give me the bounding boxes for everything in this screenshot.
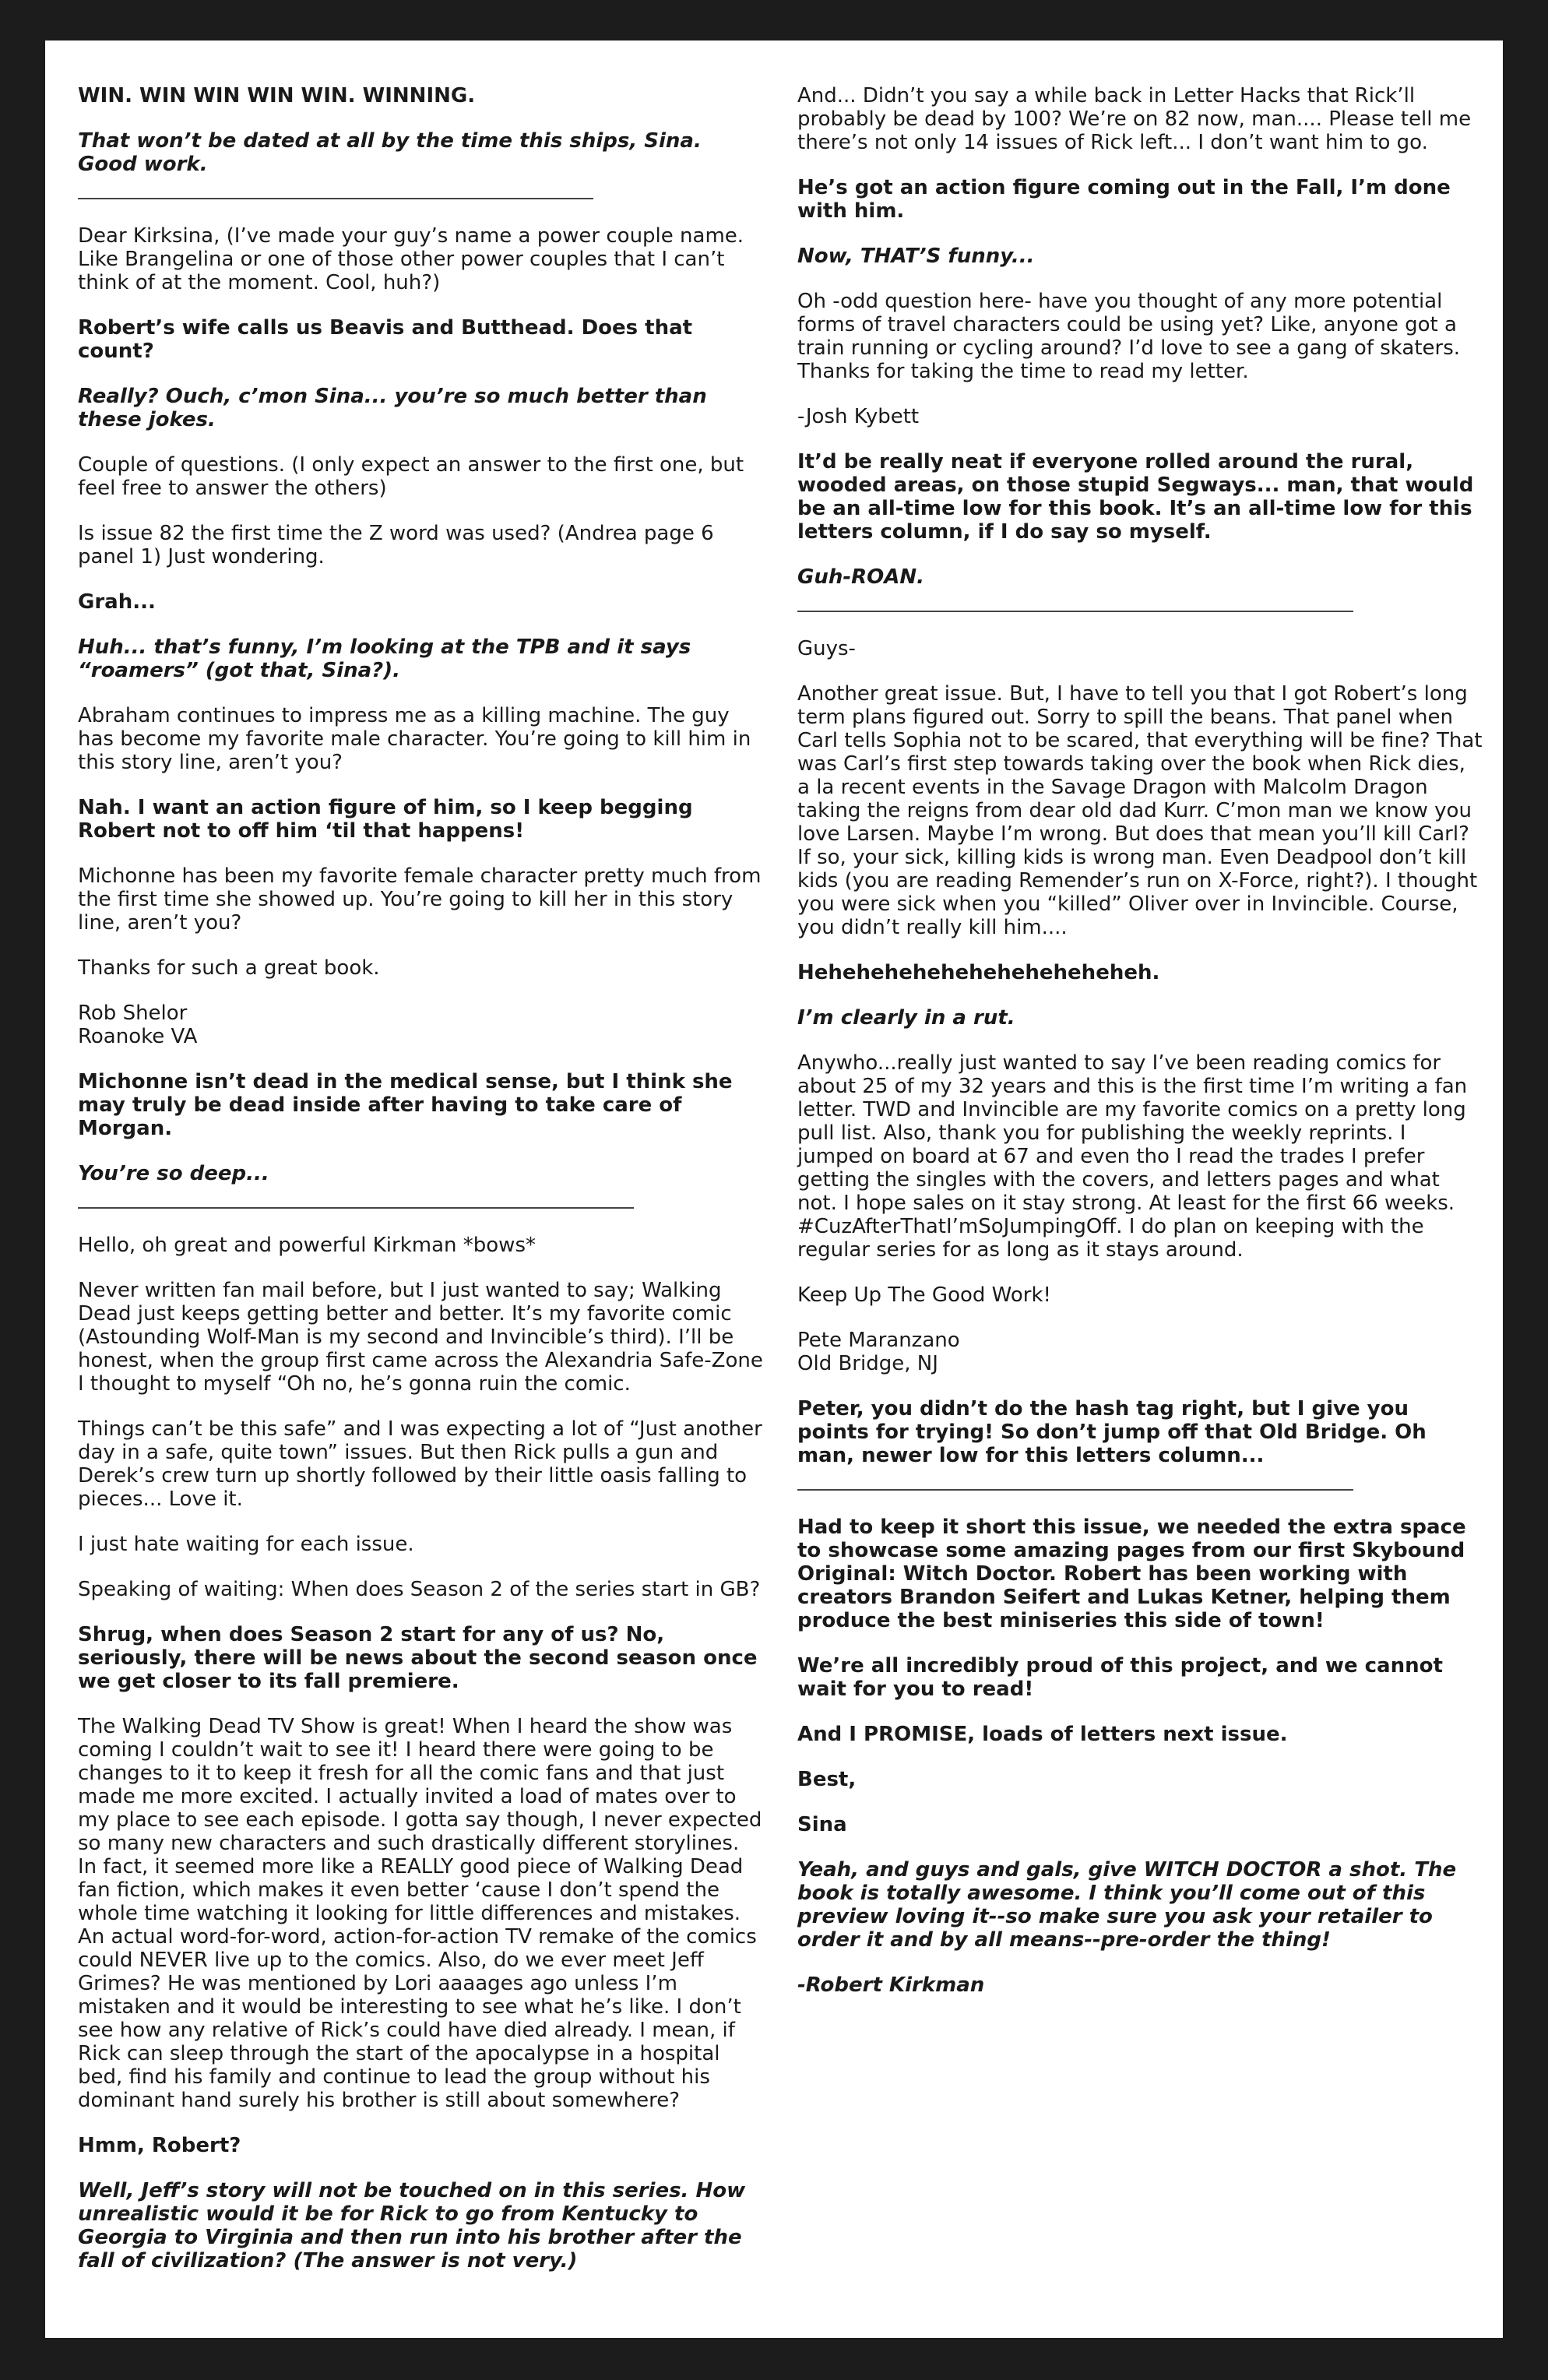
- letter-paragraph: Dear Kirksina, (I’ve made your guy’s name a power couple name. Like Brangelina or one of those other power couples that I can’t think of at the moment. Cool, huh?): [78, 224, 744, 294]
- editor-reply: Peter, you didn’t do the hash tag right, but I give you points for trying! So don’t jump off that Old Bridge. Oh man, newer low for this letters column...: [797, 1397, 1427, 1467]
- closing-signature: Sina: [797, 1813, 847, 1836]
- signature-location: Old Bridge, NJ: [797, 1352, 938, 1375]
- closing-paragraph: Yeah, and guys and gals, give WITCH DOCTOR a shot. The book is totally awesome. I think you’ll come out of this preview loving it--so make sure you ask your retailer to order it and by all means--pre-order the thing!: [797, 1858, 1457, 1952]
- section-divider: [797, 1489, 1353, 1491]
- editor-reply: Grah...: [78, 590, 156, 614]
- letter-heading: WIN. WIN WIN WIN WIN. WINNING.: [78, 84, 476, 107]
- editor-reply: I’m clearly in a rut.: [797, 1006, 1015, 1030]
- letter-paragraph: Abraham continues to impress me as a killing machine. The guy has become my favorite male character. You’re going to kill him in this story line, aren’t you?: [78, 704, 751, 774]
- letter-paragraph: I just hate waiting for each issue.: [78, 1533, 414, 1556]
- letter-paragraph: Hello, oh great and powerful Kirkman *bows*: [78, 1234, 536, 1257]
- closing-paragraph: And I PROMISE, loads of letters next issue.: [797, 1723, 1288, 1746]
- section-divider: [78, 198, 593, 199]
- section-divider: [797, 611, 1353, 612]
- letter-paragraph: Thanks for such a great book.: [78, 956, 380, 980]
- signature-location: Roanoke VA: [78, 1025, 198, 1048]
- letter-paragraph: Guys-: [797, 637, 856, 660]
- editor-reply: Well, Jeff’s story will not be touched on in this series. How unrealistic would it be for Rick to go from Kentucky to Georgia to Virginia and then run into his brother after the fall of civilization? (The answer is not very.): [78, 2179, 746, 2273]
- letter-paragraph: And... Didn’t you say a while back in Letter Hacks that Rick’ll probably be dead by 100? We’re on 82 now, man.... Please tell me there’s not only 14 issues of Rick left... I don’t want him to go.: [797, 84, 1472, 154]
- letter-paragraph: Speaking of waiting: When does Season 2 of the series start in GB?: [78, 1578, 761, 1601]
- closing-paragraph: We’re all incredibly proud of this project, and we cannot wait for you to read!: [797, 1654, 1443, 1701]
- letter-signature: [78, 1002, 763, 1048]
- editor-reply: Hmm, Robert?: [78, 2134, 241, 2157]
- closing-paragraph: Had to keep it short this issue, we needed the extra space to showcase some amazing pages from our first Skybound Original: Witch Doctor. Robert has been working with creators Brandon Seifert and Lukas Ketner, helping them produce the best miniseries this side of town!: [797, 1516, 1466, 1632]
- section-divider: [78, 1207, 634, 1209]
- letter-paragraph: Another great issue. But, I have to tell you that I got Robert’s long term plans figured out. Sorry to spill the beans. That panel when Carl tells Sophia not to be scared, that everything will be fine? That was Carl’s first step towards taking over the book when Rick dies, a la recent events in the Savage Dragon with Malcolm Dragon taking the reigns from dear old dad Kurr. C’mon man we know you love Larsen. Maybe I’m wrong. But does that mean you’ll kill Carl? If so, your sick, killing kids is wrong man. Even Deadpool don’t kill kids (you are reading Remender’s run on X-Force, right?). I thought you were sick when you “killed” Oliver over in Invincible. Course, you didn’t really kill him....: [797, 682, 1483, 939]
- editor-reply: You’re so deep...: [78, 1162, 269, 1185]
- letter-paragraph: Michonne has been my favorite female character pretty much from the first time she showed up. You’re going to kill her in this story line, aren’t you?: [78, 864, 762, 935]
- letter-paragraph: Anywho...really just wanted to say I’ve been reading comics for about 25 of my 32 years and this is the first time I’m writing a fan letter. TWD and Invincible are my favorite comics on a pretty long pull list. Also, thank you for publishing the weekly reprints. I jumped on board at 67 and even tho I read the trades I prefer getting the singles with the covers, and letters pages and what not. I hope sales on it stay strong. At least for the first 66 weeks. #CuzAfterThatI’mSoJumpingOff. I do plan on keeping with the regular series for as long as it stays around.: [797, 1051, 1468, 1262]
- letter-signature: -Josh Kybett: [797, 405, 920, 428]
- editor-reply: Really? Ouch, c’mon Sina... you’re so much better than these jokes.: [78, 385, 707, 431]
- left-column: [78, 84, 763, 2294]
- right-column: [797, 84, 1483, 2019]
- editor-reply: It’d be really neat if everyone rolled around the rural, wooded areas, on those stupid Segways... man, that would be an all-time low for this book. It’s an all-time low for this letters column, if I do say so myself.: [797, 450, 1474, 544]
- editor-reply: Huh... that’s funny, I’m looking at the TPB and it says “roamers” (got that, Sina?).: [78, 635, 691, 682]
- letter-paragraph: The Walking Dead TV Show is great! When I heard the show was coming I couldn’t wait to see it! I heard there were going to be changes to it to keep it fresh for all the comic fans and that just made me more excited. I actually invited a load of mates over to my place to see each episode. I gotta say though, I never expected so many new characters and such drastically different storylines. In fact, it seemed more like a REALLY good piece of Walking Dead fan fiction, which makes it even better ‘cause I don’t spend the whole time watching it looking for little differences and mistakes. An actual word-for-word, action-for-action TV remake of the comics could NEVER live up to the comics. Also, do we ever meet Jeff Grimes? He was mentioned by Lori aaaages ago unless I’m mistaken and it would be interesting to see what he’s like. I don’t see how any relative of Rick’s could have died already. I mean, if Rick can sleep through the start of the apocalypse in a hospital bed, find his family and continue to lead the group without his dominant hand surely his brother is still about somewhere?: [78, 1715, 762, 2112]
- signature-name: Pete Maranzano: [797, 1329, 960, 1352]
- editor-reply: That won’t be dated at all by the time this ships, Sina. Good work.: [78, 129, 702, 176]
- letter-paragraph: Oh -odd question here- have you thought of any more potential forms of travel characters could be using yet? Like, anyone got a train running or cycling around? I’d love to see a gang of skaters. Thanks for taking the time to read my letter.: [797, 290, 1461, 383]
- letter-signature: [797, 1329, 1483, 1375]
- letters-page: [45, 40, 1503, 2338]
- editor-reply: Shrug, when does Season 2 start for any of us? No, seriously, there will be news about the second season once we get closer to its fall premiere.: [78, 1623, 758, 1693]
- editor-reply: Guh-ROAN.: [797, 565, 925, 589]
- letter-paragraph: Never written fan mail before, but I just wanted to say; Walking Dead just keeps getting better and better. It’s my favorite comic (Astounding Wolf-Man is my second and Invincible’s third). I’ll be honest, when the group first came across the Alexandria Safe-Zone I thought to myself “Oh no, he’s gonna ruin the comic.: [78, 1279, 763, 1396]
- editor-reply: Heheheheheheheheheheheheh.: [797, 961, 1160, 984]
- letter-paragraph: Is issue 82 the first time the Z word was used? (Andrea page 6 panel 1) Just wondering.: [78, 522, 714, 569]
- signature-name: Rob Shelor: [78, 1002, 188, 1025]
- editor-reply: He’s got an action figure coming out in the Fall, I’m done with him.: [797, 176, 1451, 223]
- editor-reply: Michonne isn’t dead in the medical sense, but I think she may truly be dead inside after having to take care of Morgan.: [78, 1070, 733, 1140]
- editor-reply: Nah. I want an action figure of him, so I keep begging Robert not to off him ‘til that happens!: [78, 796, 693, 843]
- editor-reply: Robert’s wife calls us Beavis and Butthead. Does that count?: [78, 316, 693, 363]
- closing-salutation: Best,: [797, 1768, 857, 1791]
- letter-paragraph: Things can’t be this safe” and I was expecting a lot of “Just another day in a safe, quite town” issues. But then Rick pulls a gun and Derek’s crew turn up shortly followed by their little oasis falling to pieces... Love it.: [78, 1417, 762, 1511]
- letter-paragraph: Keep Up The Good Work!: [797, 1283, 1051, 1307]
- letter-paragraph: Couple of questions. (I only expect an answer to the first one, but feel free to answer the others): [78, 453, 744, 500]
- editor-reply: Now, THAT’S funny...: [797, 245, 1035, 268]
- closing-signature: -Robert Kirkman: [797, 1973, 985, 1997]
